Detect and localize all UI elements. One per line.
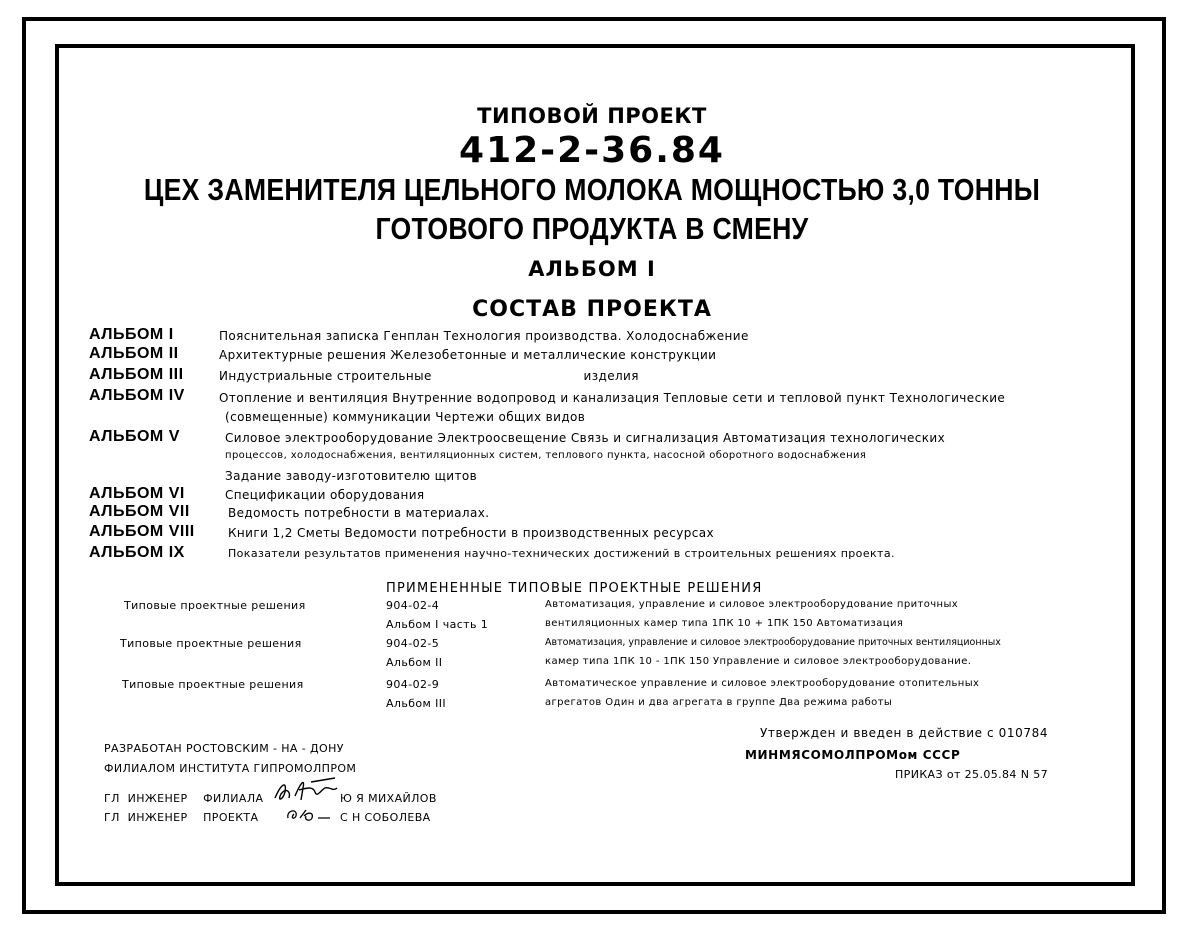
album-heading: АЛЬБОМ I: [528, 257, 656, 281]
solution-code: 904-02-9: [386, 678, 440, 691]
solution-type: Типовые проектные решения: [124, 599, 306, 612]
signatory-name: Ю Я МИХАЙЛОВ: [340, 792, 437, 805]
solution-description: Автоматизация, управление и силовое электрооборудование приточных: [545, 599, 959, 610]
solution-description: агрегатов Один и два агрегата в группе Два режима работы: [545, 697, 893, 708]
applied-solutions-heading: ПРИМЕНЕННЫЕ ТИПОВЫЕ ПРОЕКТНЫЕ РЕШЕНИЯ: [386, 581, 763, 596]
signatory-name: С Н СОБОЛЕВА: [340, 811, 431, 824]
developer-line: ФИЛИАЛОМ ИНСТИТУТА ГИПРОМОЛПРОМ: [104, 762, 357, 775]
album-label: АЛЬБОМ III: [89, 366, 184, 383]
solution-description: Автоматическое управление и силовое электрооборудование отопительных: [545, 678, 980, 689]
solution-code: 904-02-4: [386, 599, 440, 612]
solution-description: камер типа 1ПК 10 - 1ПК 150 Управление и силовое электрооборудование.: [545, 656, 972, 667]
signatory-role: ГЛ ИНЖЕНЕР ПРОЕКТА: [104, 811, 259, 824]
ministry-name: МИНМЯСОМОЛПРОМом СССР: [745, 748, 961, 762]
album-label: АЛЬБОМ VIII: [89, 523, 195, 540]
signature-graphic: [284, 804, 334, 824]
solution-album: Альбом II: [386, 656, 443, 669]
approval-line: Утвержден и введен в действие с 010784: [760, 726, 1049, 740]
solution-description: Автоматизация, управление и силовое электрооборудование приточных вентиляционных: [545, 637, 1001, 648]
album-description: Спецификации оборудования: [225, 488, 425, 502]
album-description: Задание заводу-изготовителю щитов: [225, 469, 478, 483]
composition-heading: СОСТАВ ПРОЕКТА: [472, 297, 712, 322]
solution-type: Типовые проектные решения: [122, 678, 304, 691]
album-description: Пояснительная записка Генплан Технология производства. Холодоснабжение: [219, 329, 749, 343]
developer-line: РАЗРАБОТАН РОСТОВСКИМ - НА - ДОНУ: [104, 742, 344, 755]
album-description: Ведомость потребности в материалах.: [228, 506, 490, 520]
solution-type: Типовые проектные решения: [120, 637, 302, 650]
project-type-label: ТИПОВОЙ ПРОЕКТ: [477, 104, 707, 128]
album-label: АЛЬБОМ IX: [89, 544, 185, 561]
album-description: Силовое электрооборудование Электроосвещение Связь и сигнализация Автоматизация технологических: [225, 431, 946, 445]
album-description: Отопление и вентиляция Внутренние водопровод и канализация Тепловые сети и тепловой пункт Технологические: [219, 391, 1006, 405]
album-description: Показатели результатов применения научно-технических достижений в строительных решениях проекта.: [228, 547, 895, 560]
solution-album: Альбом I часть 1: [386, 618, 489, 631]
solution-description: вентиляционных камер типа 1ПК 10 + 1ПК 150 Автоматизация: [545, 618, 904, 629]
project-title-line1: ЦЕХ ЗАМЕНИТЕЛЯ ЦЕЛЬНОГО МОЛОКА МОЩНОСТЬЮ 3,0 ТОННЫ: [143, 172, 1041, 207]
project-number: 412-2-36.84: [459, 130, 725, 171]
solution-code: 904-02-5: [386, 637, 440, 650]
album-description: процессов, холодоснабжения, вентиляционных систем, теплового пункта, насосной оборотного водоснабжения: [225, 450, 867, 461]
signatory-role: ГЛ ИНЖЕНЕР ФИЛИАЛА: [104, 792, 264, 805]
album-label: АЛЬБОМ I: [89, 326, 174, 343]
album-label: АЛЬБОМ VI: [89, 485, 185, 502]
album-description: (совмещенные) коммуникации Чертежи общих видов: [225, 410, 586, 424]
album-label: АЛЬБОМ IV: [89, 387, 185, 404]
album-description: Архитектурные решения Железобетонные и металлические конструкции: [219, 348, 717, 362]
album-label: АЛЬБОМ VII: [89, 503, 190, 520]
album-label: АЛЬБОМ V: [89, 428, 180, 445]
album-description: Книги 1,2 Сметы Ведомости потребности в производственных ресурсах: [228, 526, 714, 540]
project-title-line2: ГОТОВОГО ПРОДУКТА В СМЕНУ: [375, 211, 809, 246]
order-reference: ПРИКАЗ от 25.05.84 N 57: [895, 768, 1049, 781]
signature-graphic: [271, 774, 343, 808]
album-description: Индустриальные строительные изделия: [219, 369, 639, 383]
album-label: АЛЬБОМ II: [89, 345, 179, 362]
solution-album: Альбом III: [386, 697, 447, 710]
